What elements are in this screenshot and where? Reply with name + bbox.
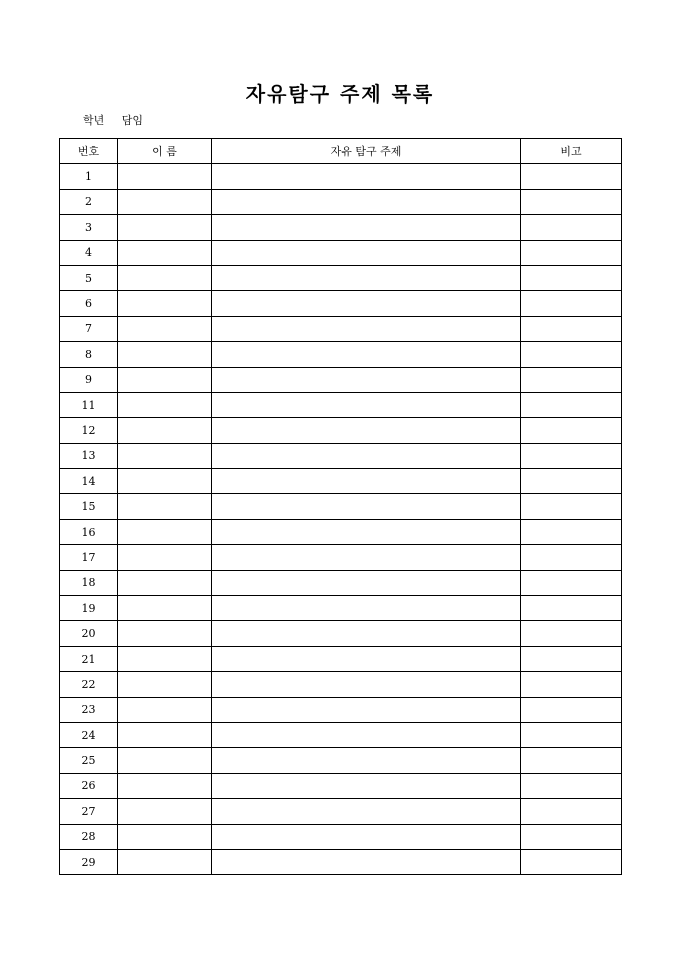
row-number-cell: 26 xyxy=(60,773,118,798)
table-row xyxy=(60,469,622,494)
row-number-cell: 17 xyxy=(60,545,118,570)
row-topic-cell[interactable] xyxy=(212,240,521,265)
table-row xyxy=(60,215,622,240)
row-note-cell[interactable] xyxy=(521,722,622,747)
row-number-cell: 16 xyxy=(60,519,118,544)
table-row xyxy=(60,392,622,417)
teacher-label: 담임 xyxy=(121,114,144,127)
topic-list-table xyxy=(59,138,622,875)
row-number-cell: 1 xyxy=(60,164,118,189)
row-topic-cell[interactable] xyxy=(212,748,521,773)
table-row xyxy=(60,494,622,519)
table-row xyxy=(60,773,622,798)
table-row xyxy=(60,265,622,290)
header-topic: 자유 탐구 주제 xyxy=(212,139,521,164)
row-number-cell: 23 xyxy=(60,697,118,722)
row-note-cell[interactable] xyxy=(521,545,622,570)
header-name: 이 름 xyxy=(118,139,212,164)
row-number-cell: 3 xyxy=(60,215,118,240)
row-name-cell[interactable] xyxy=(118,799,212,824)
row-number-cell: 2 xyxy=(60,189,118,214)
row-number-cell: 6 xyxy=(60,291,118,316)
row-number-cell: 21 xyxy=(60,646,118,671)
row-name-cell[interactable] xyxy=(118,469,212,494)
row-name-cell[interactable] xyxy=(118,443,212,468)
row-topic-cell[interactable] xyxy=(212,418,521,443)
row-note-cell[interactable] xyxy=(521,570,622,595)
header-note: 비고 xyxy=(521,139,622,164)
row-note-cell[interactable] xyxy=(521,596,622,621)
row-name-cell[interactable] xyxy=(118,291,212,316)
table-row xyxy=(60,646,622,671)
table-row xyxy=(60,316,622,341)
row-note-cell[interactable] xyxy=(521,215,622,240)
row-number-cell: 11 xyxy=(60,392,118,417)
row-name-cell[interactable] xyxy=(118,545,212,570)
table-row xyxy=(60,240,622,265)
row-topic-cell[interactable] xyxy=(212,824,521,849)
table-row xyxy=(60,418,622,443)
table-row xyxy=(60,443,622,468)
row-number-cell: 18 xyxy=(60,570,118,595)
row-name-cell[interactable] xyxy=(118,367,212,392)
grade-label: 학년 xyxy=(83,114,105,127)
row-topic-cell[interactable] xyxy=(212,646,521,671)
row-name-cell[interactable] xyxy=(118,392,212,417)
row-name-cell[interactable] xyxy=(118,189,212,214)
row-number-cell: 20 xyxy=(60,621,118,646)
row-name-cell[interactable] xyxy=(118,596,212,621)
row-note-cell[interactable] xyxy=(521,621,622,646)
row-topic-cell[interactable] xyxy=(212,164,521,189)
table-row xyxy=(60,722,622,747)
table-row xyxy=(60,545,622,570)
row-name-cell[interactable] xyxy=(118,570,212,595)
row-topic-cell[interactable] xyxy=(212,215,521,240)
row-note-cell[interactable] xyxy=(521,646,622,671)
document-title: 자유탐구 주제 목록 xyxy=(245,82,435,106)
row-number-cell: 29 xyxy=(60,849,118,874)
row-number-cell: 25 xyxy=(60,748,118,773)
table-row xyxy=(60,748,622,773)
table-row xyxy=(60,672,622,697)
table-header-row xyxy=(60,139,622,164)
row-topic-cell[interactable] xyxy=(212,265,521,290)
row-number-cell: 14 xyxy=(60,469,118,494)
row-name-cell[interactable] xyxy=(118,265,212,290)
row-number-cell: 13 xyxy=(60,443,118,468)
row-name-cell[interactable] xyxy=(118,722,212,747)
row-topic-cell[interactable] xyxy=(212,392,521,417)
row-name-cell[interactable] xyxy=(118,164,212,189)
row-name-cell[interactable] xyxy=(118,621,212,646)
row-topic-cell[interactable] xyxy=(212,697,521,722)
row-topic-cell[interactable] xyxy=(212,722,521,747)
row-topic-cell[interactable] xyxy=(212,316,521,341)
table-row xyxy=(60,189,622,214)
row-note-cell[interactable] xyxy=(521,494,622,519)
row-topic-cell[interactable] xyxy=(212,545,521,570)
row-topic-cell[interactable] xyxy=(212,849,521,874)
row-topic-cell[interactable] xyxy=(212,443,521,468)
row-name-cell[interactable] xyxy=(118,215,212,240)
row-number-cell: 15 xyxy=(60,494,118,519)
row-note-cell[interactable] xyxy=(521,672,622,697)
table-row xyxy=(60,164,622,189)
row-note-cell[interactable] xyxy=(521,824,622,849)
row-note-cell[interactable] xyxy=(521,189,622,214)
row-number-cell: 8 xyxy=(60,342,118,367)
table-row xyxy=(60,291,622,316)
table-row xyxy=(60,570,622,595)
row-number-cell: 5 xyxy=(60,265,118,290)
row-name-cell[interactable] xyxy=(118,519,212,544)
row-number-cell: 22 xyxy=(60,672,118,697)
row-name-cell[interactable] xyxy=(118,418,212,443)
row-note-cell[interactable] xyxy=(521,418,622,443)
row-topic-cell[interactable] xyxy=(212,342,521,367)
row-name-cell[interactable] xyxy=(118,824,212,849)
row-name-cell[interactable] xyxy=(118,748,212,773)
row-name-cell[interactable] xyxy=(118,316,212,341)
row-name-cell[interactable] xyxy=(118,672,212,697)
row-name-cell[interactable] xyxy=(118,646,212,671)
row-number-cell: 19 xyxy=(60,596,118,621)
row-note-cell[interactable] xyxy=(521,469,622,494)
row-topic-cell[interactable] xyxy=(212,672,521,697)
row-topic-cell[interactable] xyxy=(212,189,521,214)
table-row xyxy=(60,697,622,722)
row-note-cell[interactable] xyxy=(521,519,622,544)
row-topic-cell[interactable] xyxy=(212,367,521,392)
row-name-cell[interactable] xyxy=(118,494,212,519)
table-row xyxy=(60,824,622,849)
row-note-cell[interactable] xyxy=(521,849,622,874)
row-note-cell[interactable] xyxy=(521,291,622,316)
row-note-cell[interactable] xyxy=(521,367,622,392)
row-number-cell: 12 xyxy=(60,418,118,443)
row-note-cell[interactable] xyxy=(521,392,622,417)
row-name-cell[interactable] xyxy=(118,849,212,874)
header-number: 번호 xyxy=(60,139,118,164)
row-number-cell: 28 xyxy=(60,824,118,849)
row-note-cell[interactable] xyxy=(521,316,622,341)
row-topic-cell[interactable] xyxy=(212,596,521,621)
row-note-cell[interactable] xyxy=(521,773,622,798)
row-note-cell[interactable] xyxy=(521,265,622,290)
row-topic-cell[interactable] xyxy=(212,519,521,544)
table-row xyxy=(60,849,622,874)
row-note-cell[interactable] xyxy=(521,240,622,265)
row-topic-cell[interactable] xyxy=(212,773,521,798)
table-row xyxy=(60,519,622,544)
row-topic-cell[interactable] xyxy=(212,799,521,824)
table-body xyxy=(60,164,622,875)
row-number-cell: 27 xyxy=(60,799,118,824)
row-note-cell[interactable] xyxy=(521,342,622,367)
row-name-cell[interactable] xyxy=(118,240,212,265)
table-row xyxy=(60,342,622,367)
row-name-cell[interactable] xyxy=(118,773,212,798)
class-info xyxy=(83,113,143,129)
row-topic-cell[interactable] xyxy=(212,570,521,595)
row-topic-cell[interactable] xyxy=(212,291,521,316)
row-topic-cell[interactable] xyxy=(212,469,521,494)
row-topic-cell[interactable] xyxy=(212,621,521,646)
row-number-cell: 24 xyxy=(60,722,118,747)
table-row xyxy=(60,596,622,621)
table-row xyxy=(60,367,622,392)
row-number-cell: 9 xyxy=(60,367,118,392)
row-number-cell: 4 xyxy=(60,240,118,265)
row-name-cell[interactable] xyxy=(118,697,212,722)
row-note-cell[interactable] xyxy=(521,799,622,824)
table-row xyxy=(60,799,622,824)
row-number-cell: 7 xyxy=(60,316,118,341)
row-note-cell[interactable] xyxy=(521,164,622,189)
row-note-cell[interactable] xyxy=(521,697,622,722)
row-name-cell[interactable] xyxy=(118,342,212,367)
table-row xyxy=(60,621,622,646)
row-note-cell[interactable] xyxy=(521,443,622,468)
row-topic-cell[interactable] xyxy=(212,494,521,519)
row-note-cell[interactable] xyxy=(521,748,622,773)
